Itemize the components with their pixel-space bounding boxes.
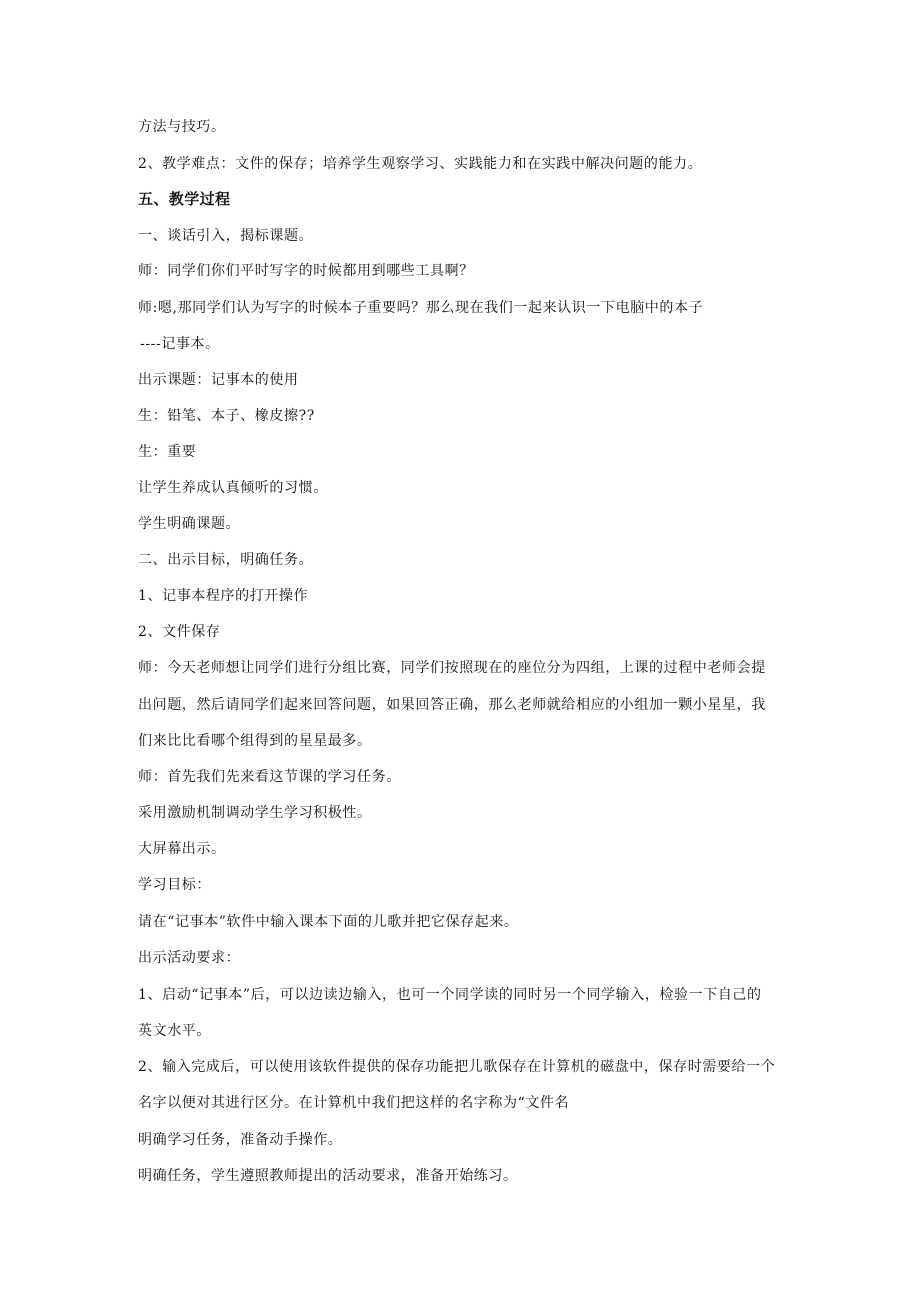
text-line: 生：重要 bbox=[138, 444, 197, 460]
text-line: 大屏幕出示。 bbox=[138, 841, 226, 857]
text-line: 师：首先我们先来看这节课的学习任务。 bbox=[138, 769, 401, 785]
text-line: 们来比比看哪个组得到的星星最多。 bbox=[138, 733, 372, 749]
text-line: 请在“记事本”软件中输入课本下面的儿歌并把它保存起来。 bbox=[138, 914, 519, 930]
text-line: 1、启动“记事本”后，可以边读边输入，也可一个同学读的同时另一个同学输入，检验一下自己的 bbox=[138, 987, 762, 1003]
text-line: 出问题，然后请同学们起来回答问题，如果回答正确，那么老师就给相应的小组加一颗小星星，我 bbox=[138, 697, 766, 713]
text-line: 二、出示目标，明确任务。 bbox=[138, 552, 314, 568]
text-line: 出示活动要求： bbox=[138, 950, 241, 966]
text-line: 一、谈话引入，揭标课题。 bbox=[138, 228, 314, 244]
section-heading: 五、教学过程 bbox=[138, 190, 231, 208]
text-line: 出示课题：记事本的使用 bbox=[138, 372, 299, 388]
text-line: ----记事本。 bbox=[140, 336, 220, 352]
text-line: 师:嗯,那同学们认为写字的时候本子重要吗？那么现在我们一起来认识一下电脑中的本子 bbox=[138, 300, 704, 316]
text-line: 学生明确课题。 bbox=[138, 516, 241, 532]
text-line: 明确任务，学生遵照教师提出的活动要求，准备开始练习。 bbox=[138, 1168, 518, 1184]
text-line: 2、输入完成后，可以使用该软件提供的保存功能把儿歌保存在计算机的磁盘中，保存时需要给一个 bbox=[138, 1059, 776, 1075]
text-line: 2、文件保存 bbox=[138, 624, 221, 640]
text-line: 师：今天老师想让同学们进行分组比赛，同学们按照现在的座位分为四组，上课的过程中老师会提 bbox=[138, 660, 766, 676]
text-line: 生：铅笔、本子、橡皮擦?? bbox=[138, 408, 315, 424]
text-line: 让学生养成认真倾听的习惯。 bbox=[138, 480, 328, 496]
text-line: 明确学习任务，准备动手操作。 bbox=[138, 1132, 343, 1148]
text-line: 方法与技巧。 bbox=[138, 119, 226, 135]
text-line: 学习目标： bbox=[138, 877, 211, 893]
text-line: 2、教学难点：文件的保存；培养学生观察学习、实践能力和在实践中解决问题的能力。 bbox=[138, 156, 703, 172]
text-line: 英文水平。 bbox=[138, 1023, 211, 1039]
text-line: 师：同学们你们平时写字的时候都用到哪些工具啊？ bbox=[138, 263, 474, 279]
text-line: 采用激励机制调动学生学习积极性。 bbox=[138, 805, 372, 821]
text-line: 1、记事本程序的打开操作 bbox=[138, 588, 309, 604]
text-line: 名字以便对其进行区分。在计算机中我们把这样的名字称为“文件名 bbox=[138, 1095, 570, 1111]
